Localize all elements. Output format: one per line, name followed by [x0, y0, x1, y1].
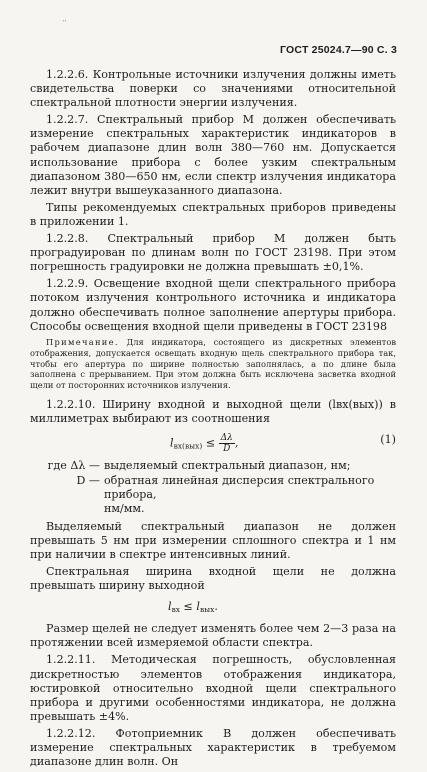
definition-delta-lambda: где Δλ — выделяемый спектральный диапазон, нм;	[47, 459, 351, 473]
formula-1-expression: $l_{вх(вых)}$ ≤ $\frac{\Delta\lambda}{D}$ ,	[170, 433, 239, 455]
page-header: ГОСТ 25024.7—90 С. 3	[280, 44, 397, 56]
paragraph-1-2-2-12: 1.2.2.12. Фотоприемник B должен обеспечивать измерение спектральных характеристик в требуемом диапазоне длин волн. Он	[30, 726, 396, 769]
note-lead: Примечание.	[46, 336, 119, 347]
definitions	[30, 459, 396, 515]
formula-1-fraction: $\frac{\Delta\lambda}{D}$	[220, 433, 233, 455]
paragraph-1-2-2-11: 1.2.2.11. Методическая погрешность, обусловленная дискретностью элементов отображения индикатора, юстировкой относительно входной щели спектрального прибора и другими особенностями индикатора, не должна превышать ±4%.	[30, 653, 396, 723]
formula-2-expression: $l_{вх} \le l_{вых}$.	[168, 600, 218, 615]
paragraph-1-2-2-10: 1.2.2.10. Ширину входной и выходной щели (lвх(вых)) в миллиметрах выбирают из соотношения	[30, 398, 396, 426]
formula-1	[30, 429, 396, 455]
document-body	[30, 68, 396, 772]
scan-mark: ‘‘	[62, 19, 67, 27]
paragraph-1-2-2-6: 1.2.2.6. Контрольные источники излучения должны иметь свидетельства поверки со значениями относительной спектральной плотности энергии излучения.	[30, 68, 396, 110]
note	[30, 337, 396, 392]
paragraph-slit-size: Размер щелей не следует изменять более чем 2—3 раза на протяжении всей измеряемой области спектра.	[30, 622, 396, 650]
paragraph-appendix-ref: Типы рекомендуемых спектральных приборов приведены в приложении 1.	[30, 200, 396, 228]
paragraph-slit-width: Спектральная ширина входной щели не должна превышать ширину выходной	[30, 565, 396, 593]
note-text: Для индикатора, состоящего из дискретных элементов отображения, допускается освещать входную щель спектрального прибора так, чтобы его апертура по ширине полностью заполнялась, а по длине была заполнена с прерыванием. При этом должна быть исключена засветка входной щели от посторонних источников излучения.	[30, 336, 396, 391]
paragraph-1-2-2-9: 1.2.2.9. Освещение входной щели спектрального прибора потоком излучения контрольного источника и индикатора должно обеспечивать полное заполнение апертуры прибора. Способы освещения входной щели приведены в ГОСТ 23198	[30, 277, 396, 333]
paragraph-spectral-range: Выделяемый спектральный диапазон не должен превышать 5 нм при измерении сплошного спектра и 1 нм при наличии в спектре интенсивных линий.	[30, 519, 396, 561]
paragraph-1-2-2-7: 1.2.2.7. Спектральный прибор M должен обеспечивать измерение спектральных характеристик индикаторов в рабочем диапазоне длин волн 380—760 нм. Допускается использование прибора с более узким спектральным диапазоном 380—650 нм, если спектр излучения индикатора лежит внутри вышеуказанного диапазона.	[30, 113, 396, 197]
formula-2	[30, 596, 396, 618]
paragraph-1-2-2-8: 1.2.2.8. Спектральный прибор M должен быть проградуирован по длинам волн по ГОСТ 23198. При этом погрешность градуировки не должна превышать ±0,1%.	[30, 232, 396, 274]
formula-1-number: (1)	[380, 433, 396, 447]
definition-d: D — обратная линейная дисперсия спектрального прибора,	[76, 473, 375, 501]
definition-d-continuation: нм/мм.	[104, 501, 145, 515]
